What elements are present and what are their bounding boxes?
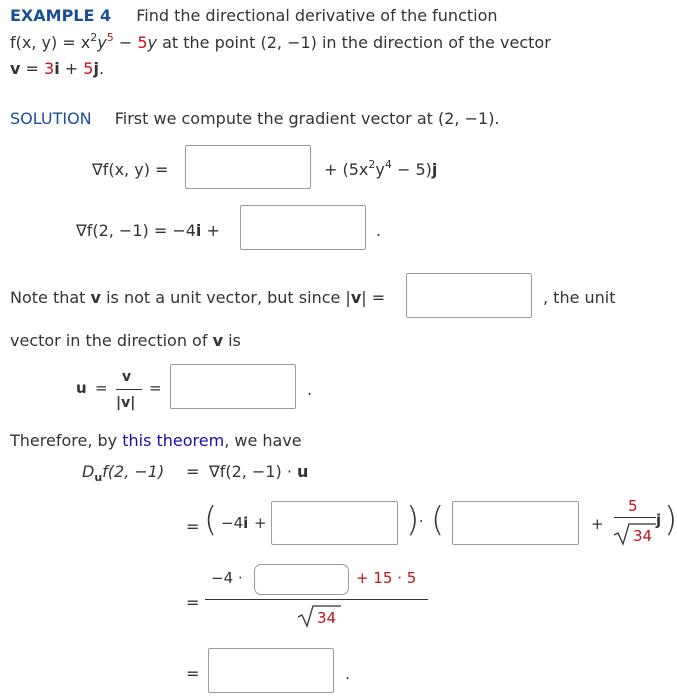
answer-box-grad-j[interactable] [240, 205, 366, 250]
deriv-eq-4: = [186, 664, 200, 683]
answer-box-magnitude[interactable] [406, 273, 532, 318]
unit-frac-den: |v| [116, 395, 136, 411]
example-header [10, 6, 498, 25]
direction-vector: v = 3i + 5j. [10, 59, 105, 78]
answer-box-u-i-component[interactable] [452, 501, 579, 545]
unit-frac-num: v [122, 369, 132, 385]
final-period: . [345, 664, 351, 683]
answer-box-grad-j-repeat[interactable] [271, 501, 398, 545]
left-paren-1: ( [204, 500, 218, 540]
gradient-lhs: ∇f(x, y) = [92, 160, 169, 179]
big-frac-den: 34 [317, 609, 337, 627]
theorem-link[interactable]: this theorem [122, 431, 225, 450]
gradient-at-point: ∇f(2, −1) = −4i + [76, 221, 220, 240]
solution-intro: SOLUTION First we compute the gradient vector at (2, −1). [10, 109, 500, 128]
dot-product-sign: · [419, 514, 424, 530]
big-frac-num-b: + 15 · 5 [356, 569, 417, 587]
deriv-rhs-1: ∇f(2, −1) · u [209, 462, 309, 481]
u-j-frac-radicand: 34 [633, 527, 653, 545]
answer-box-grad-i[interactable] [185, 145, 311, 189]
deriv-plus-2: + [591, 515, 604, 533]
left-paren-2: ( [431, 500, 445, 540]
example-heading: EXAMPLE 4 [10, 6, 112, 25]
deriv-eq-1: = [186, 462, 200, 481]
func-lhs: f(x, y) = x [10, 33, 91, 52]
u-j-frac-line [614, 517, 656, 518]
note-line-1: Note that v is not a unit vector, but since |v| = [10, 288, 386, 307]
solution-label: SOLUTION [10, 109, 92, 128]
unit-frac-line [116, 389, 142, 390]
gradient-j-term: + $(5x^2y^4 - 5)j$ [324, 158, 438, 179]
u-j-j: j [656, 511, 662, 529]
deriv-eq-3: = [186, 593, 200, 612]
unit-eq: = [95, 379, 108, 397]
deriv-eq-2: = [186, 517, 200, 536]
big-frac-line [205, 599, 428, 600]
answer-box-final[interactable] [208, 648, 334, 693]
example-prompt: Find the directional derivative of the function [136, 6, 498, 25]
neg-4i: −4i [221, 514, 249, 532]
note-line-1-end: , the unit [543, 288, 616, 307]
unit-period: . [307, 380, 313, 399]
unit-eq2: = [149, 379, 162, 397]
right-paren-2: ) [664, 500, 677, 540]
right-paren-1: ) [406, 500, 420, 540]
answer-box-unit-vector[interactable] [170, 364, 296, 409]
directional-derivative-lhs: $D_uf(2$, −1) [82, 462, 165, 484]
u-j-frac-num: 5 [628, 497, 638, 515]
big-frac-num-a: −4 · [211, 569, 243, 587]
note-line-2: vector in the direction of v is [10, 331, 241, 350]
therefore-line: Therefore, by this theorem, we have [10, 431, 302, 450]
period: . [376, 221, 382, 240]
unit-u: u [76, 379, 87, 397]
deriv-plus-1: + [254, 514, 267, 532]
function-definition: f(x, $y) = x^2y^5 - 5y$ at the point (2, −1) in the direction of the vector [10, 31, 551, 52]
answer-box-u-i-coefficient[interactable] [254, 564, 349, 595]
